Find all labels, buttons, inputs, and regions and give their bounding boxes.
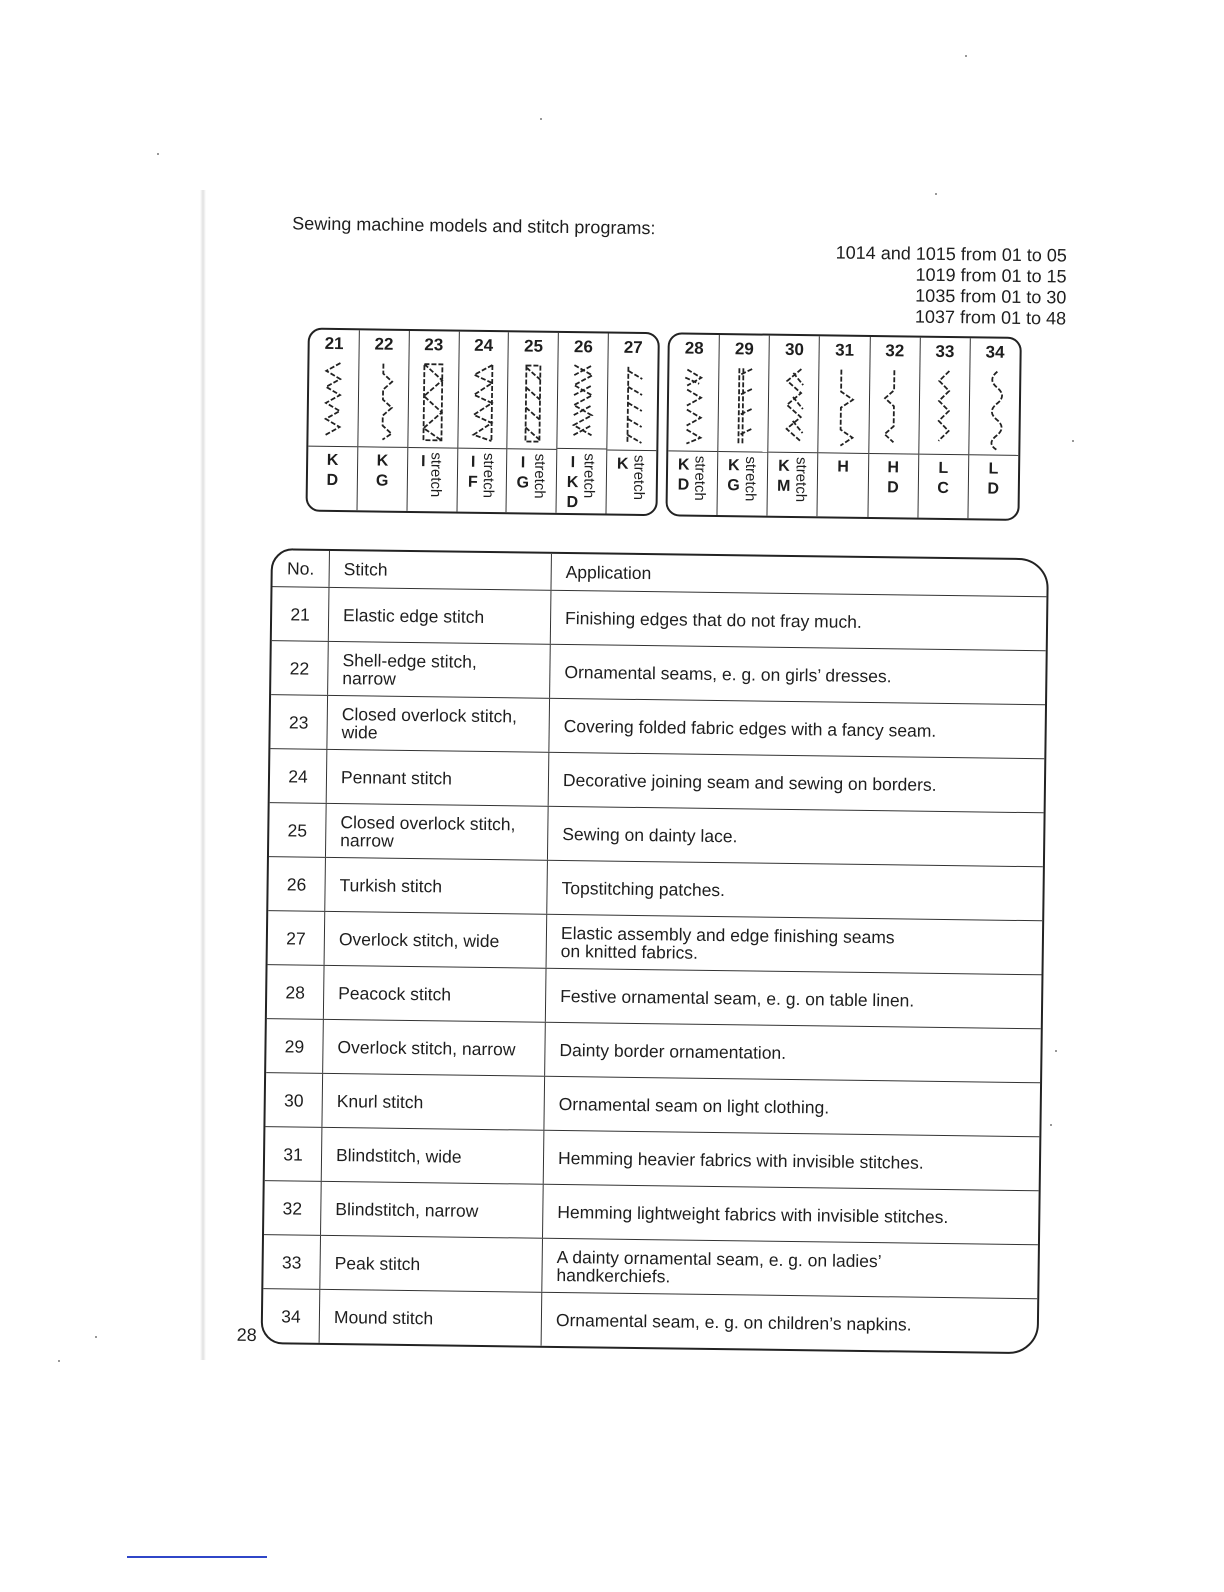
stitch-glyph: [458, 358, 508, 450]
stitch-glyph: [508, 358, 558, 450]
row-application: [547, 915, 1043, 974]
foot-letters: [516, 453, 529, 493]
stitch-name-line: Mound stitch: [333, 1306, 434, 1328]
foot-letters: [987, 460, 999, 500]
stretch-label: stretch: [580, 453, 598, 499]
stitch-column-21: [308, 330, 360, 511]
foot-letter: M: [776, 477, 791, 495]
row-stitch: [321, 1182, 544, 1238]
stitch-codes: [968, 455, 1018, 519]
table-row: [270, 749, 1045, 813]
row-number: 25: [269, 803, 327, 857]
stretch-label: stretch: [530, 453, 549, 499]
table-row: [270, 695, 1045, 759]
stitch-name-line: Pennant stitch: [340, 766, 453, 789]
stitch-glyph: [718, 361, 768, 453]
row-stitch: [323, 1020, 546, 1076]
application-line: Elastic assembly and edge finishing seams: [560, 922, 895, 947]
foot-letter: H: [837, 458, 849, 476]
application-line: Ornamental seam, e. g. on children’s napkins.: [555, 1309, 912, 1335]
foot-letter: K: [727, 457, 740, 475]
overlock-wide-icon: [617, 363, 648, 447]
row-stitch: [327, 696, 550, 752]
stretch-label: stretch: [427, 452, 445, 498]
foot-letters: [617, 455, 629, 475]
foot-letters: [937, 459, 949, 499]
foot-letter: D: [677, 476, 690, 494]
elastic-edge-stitch-icon: [318, 359, 349, 443]
row-application: [542, 1239, 1038, 1298]
application-line: Ornamental seams, e. g. on girls’ dresses.: [564, 661, 892, 686]
stitch-column-27: [607, 334, 658, 515]
row-application: [549, 699, 1045, 758]
row-stitch: [327, 750, 550, 806]
row-number: 28: [267, 965, 325, 1019]
foot-letters: [326, 451, 338, 491]
foot-letter: I: [470, 453, 476, 471]
foot-letter: F: [467, 473, 478, 491]
row-application: [542, 1293, 1038, 1352]
row-stitch: [328, 642, 551, 698]
stitch-name-line: wide: [341, 721, 378, 743]
row-stitch: [322, 1074, 545, 1130]
stitch-codes: [667, 451, 717, 515]
stitch-number: 29: [734, 339, 754, 359]
stitch-number: 27: [623, 337, 643, 357]
foot-letter: I: [570, 454, 576, 472]
foot-letter: C: [937, 479, 949, 498]
stitch-codes: [718, 452, 768, 516]
stitch-name-line: Blindstitch, wide: [335, 1144, 462, 1167]
table-row: [266, 1019, 1041, 1083]
table-row: [264, 1181, 1039, 1245]
row-number: 24: [270, 749, 328, 803]
stitch-glyph: [358, 356, 408, 448]
stitch-name-line: narrow: [340, 829, 394, 851]
closed-overlock-narrow-icon: [517, 361, 548, 445]
row-stitch: [326, 804, 549, 860]
stitch-table: [261, 548, 1049, 1354]
stretch-label: stretch: [630, 454, 648, 501]
foot-letter: K: [376, 452, 389, 470]
application-line: Decorative joining seam and sewing on borders.: [562, 769, 937, 795]
stitch-number: 26: [573, 337, 593, 357]
foot-letters: [566, 453, 578, 513]
knurl-stitch-icon: [778, 365, 809, 449]
foot-letters: [777, 457, 791, 497]
application-line: A dainty ornamental seam, e. g. on ladies’: [556, 1246, 882, 1271]
foot-letter: K: [326, 451, 339, 470]
table-row: [268, 857, 1043, 921]
application-line: on knitted fabrics.: [560, 940, 699, 963]
stitch-name-line: Overlock stitch, wide: [338, 928, 500, 951]
stitch-column-29: [718, 335, 770, 516]
stitch-codes: [868, 454, 918, 518]
foot-letter: K: [677, 456, 690, 474]
stitch-codes: [557, 449, 607, 514]
stitch-panel-right: [665, 332, 1021, 521]
foot-letter: H: [887, 459, 900, 477]
table-row: [263, 1289, 1038, 1352]
row-stitch: [320, 1290, 543, 1346]
stitch-name-line: narrow: [342, 667, 396, 689]
row-stitch: [325, 858, 548, 914]
stitch-glyph: [869, 363, 919, 455]
row-number: 33: [263, 1235, 321, 1289]
intro-text: Sewing machine models and stitch programs:: [292, 213, 656, 239]
foot-letter: K: [616, 455, 629, 473]
stitch-glyph: [607, 360, 657, 452]
row-number: 22: [271, 641, 329, 695]
foot-letter: I: [420, 453, 426, 471]
stitch-codes: [607, 451, 657, 515]
application-line: Hemming lightweight fabrics with invisible stitches.: [557, 1201, 949, 1227]
foot-letters: [376, 452, 389, 492]
peak-stitch-icon: [929, 367, 960, 451]
foot-letter: D: [326, 471, 339, 490]
row-application: [543, 1185, 1039, 1244]
stitch-column-30: [768, 336, 820, 517]
stitch-number: 33: [935, 341, 955, 362]
stitch-number: 34: [985, 342, 1005, 362]
foot-letters: [887, 458, 899, 498]
stitch-name-line: Blindstitch, narrow: [335, 1198, 479, 1221]
header-stitch: Stitch: [330, 551, 552, 590]
row-application: [544, 1131, 1040, 1190]
stitch-codes: [407, 448, 457, 512]
stitch-name-line: Elastic edge stitch: [343, 604, 485, 627]
stitch-column-24: [457, 332, 509, 513]
header-application: Application: [565, 562, 652, 584]
stitch-glyph: [769, 362, 819, 454]
blindstitch-wide-icon: [828, 365, 859, 449]
stitch-glyph: [668, 360, 718, 452]
stitch-column-33: [918, 338, 970, 519]
stitch-column-28: [667, 334, 719, 515]
row-number: 32: [264, 1181, 322, 1235]
closed-overlock-wide-icon: [418, 360, 449, 444]
peacock-stitch-icon: [678, 363, 709, 447]
row-stitch: [320, 1236, 543, 1292]
stitch-column-26: [557, 333, 609, 514]
foot-letter: D: [566, 494, 579, 512]
stitch-number: 28: [684, 338, 704, 358]
stitch-column-31: [818, 336, 870, 517]
stitch-name-line: Closed overlock stitch,: [341, 703, 518, 726]
row-application: [551, 591, 1047, 650]
stitch-name-line: Peacock stitch: [338, 982, 452, 1005]
stitch-glyph: [819, 362, 869, 454]
foot-letter: D: [887, 479, 899, 497]
stitch-number: 24: [474, 335, 494, 356]
table-row: [269, 803, 1044, 867]
application-line: Topstitching patches.: [561, 877, 726, 900]
stitch-codes: [357, 447, 407, 511]
application-line: Dainty border ornamentation.: [559, 1039, 787, 1063]
stitch-name-line: Turkish stitch: [339, 874, 443, 896]
stitch-number: 22: [374, 334, 394, 354]
stitch-column-23: [407, 331, 459, 512]
row-number: 30: [265, 1073, 323, 1127]
foot-letter: L: [938, 459, 949, 478]
blindstitch-narrow-icon: [878, 366, 909, 450]
row-number: 34: [263, 1289, 321, 1343]
foot-letter: G: [727, 477, 740, 495]
stretch-label: stretch: [691, 455, 709, 501]
stitch-name-line: Shell-edge stitch,: [342, 649, 477, 672]
stitch-name-line: Overlock stitch, narrow: [337, 1036, 516, 1059]
foot-letter: K: [566, 474, 579, 492]
row-number: 29: [266, 1019, 324, 1073]
model-line: 1035 from 01 to 30: [915, 285, 1067, 308]
foot-letter: G: [375, 472, 389, 490]
foot-letter: L: [988, 460, 999, 478]
stitch-glyph: [308, 356, 358, 448]
shell-edge-stitch-icon: [368, 359, 399, 443]
table-row: [267, 965, 1042, 1029]
foot-letters: [421, 452, 426, 472]
stitch-codes: [507, 449, 557, 513]
row-stitch: [324, 966, 547, 1022]
stitch-panel-left: [305, 328, 659, 517]
stitch-name-line: Peak stitch: [334, 1252, 421, 1274]
stitch-number: 21: [324, 333, 344, 354]
model-line: 1019 from 01 to 15: [915, 264, 1067, 287]
table-row: [272, 587, 1047, 651]
mound-stitch-icon: [979, 367, 1010, 451]
stitch-column-25: [507, 332, 559, 513]
stretch-label: stretch: [741, 456, 760, 502]
row-application: [548, 807, 1044, 866]
row-stitch: [329, 588, 552, 644]
stitch-column-32: [868, 337, 920, 518]
foot-letter: D: [987, 480, 1000, 498]
stitch-column-34: [968, 338, 1019, 519]
application-line: Finishing edges that do not fray much.: [564, 607, 862, 632]
foot-letters: [678, 455, 690, 495]
stretch-label: stretch: [792, 456, 810, 503]
row-number: 23: [270, 695, 328, 749]
foot-letters: [468, 453, 478, 493]
stitch-glyph: [969, 364, 1019, 456]
table-row: [265, 1127, 1040, 1191]
model-program-list: [796, 242, 1067, 330]
table-row: [265, 1073, 1040, 1137]
stitch-number: 31: [835, 340, 855, 360]
stretch-label: stretch: [479, 452, 498, 499]
stitch-name-line: Closed overlock stitch,: [340, 811, 516, 834]
page-number: 28: [236, 1324, 257, 1346]
application-line: Ornamental seam on light clothing.: [558, 1093, 830, 1118]
row-application: [545, 1023, 1041, 1082]
turkish-stitch-icon: [567, 361, 598, 445]
stitch-number: 23: [424, 335, 444, 355]
overlock-narrow-icon: [728, 364, 759, 448]
stitch-codes: [818, 453, 868, 517]
stitch-glyph: [919, 364, 969, 456]
row-number: 26: [268, 857, 326, 911]
model-line: 1037 from 01 to 48: [914, 306, 1067, 329]
header-no: No.: [273, 550, 330, 587]
application-line: Sewing on dainty lace.: [562, 823, 738, 846]
stitch-codes: [308, 447, 358, 511]
row-number: 27: [268, 911, 326, 965]
application-line: handkerchiefs.: [556, 1264, 671, 1286]
stitch-number: 32: [885, 341, 905, 361]
stitch-codes: [918, 455, 968, 519]
stitch-column-22: [357, 330, 409, 511]
model-line: 1014 and 1015 from 01 to 05: [835, 242, 1068, 266]
table-row: [271, 641, 1046, 705]
row-application: [549, 753, 1045, 812]
foot-letter: I: [520, 454, 526, 472]
row-stitch: [322, 1128, 545, 1184]
stitch-glyph: [408, 357, 458, 449]
table-row: [268, 911, 1043, 975]
row-application: [547, 861, 1043, 920]
foot-letters: [837, 458, 849, 478]
application-line: Covering folded fabric edges with a fancy seam.: [563, 715, 937, 741]
row-application: [544, 1077, 1040, 1136]
foot-letters: [727, 456, 740, 496]
stitch-number: 30: [784, 339, 805, 360]
row-number: 21: [272, 587, 330, 641]
pennant-stitch-icon: [467, 361, 498, 445]
row-number: 31: [265, 1127, 323, 1181]
foot-letter: G: [516, 474, 530, 492]
stitch-glyph: [558, 359, 608, 450]
stitch-number: 25: [523, 336, 544, 356]
table-row: [263, 1235, 1038, 1299]
row-stitch: [325, 912, 548, 968]
row-application: [546, 969, 1042, 1028]
application-line: Festive ornamental seam, e. g. on table linen.: [560, 985, 915, 1011]
application-line: Hemming heavier fabrics with invisible stitches.: [557, 1147, 924, 1173]
stitch-codes: [768, 453, 818, 517]
stitch-name-line: Knurl stitch: [336, 1090, 424, 1112]
foot-letter: K: [778, 457, 790, 475]
stitch-codes: [457, 449, 507, 513]
row-application: [550, 645, 1046, 704]
